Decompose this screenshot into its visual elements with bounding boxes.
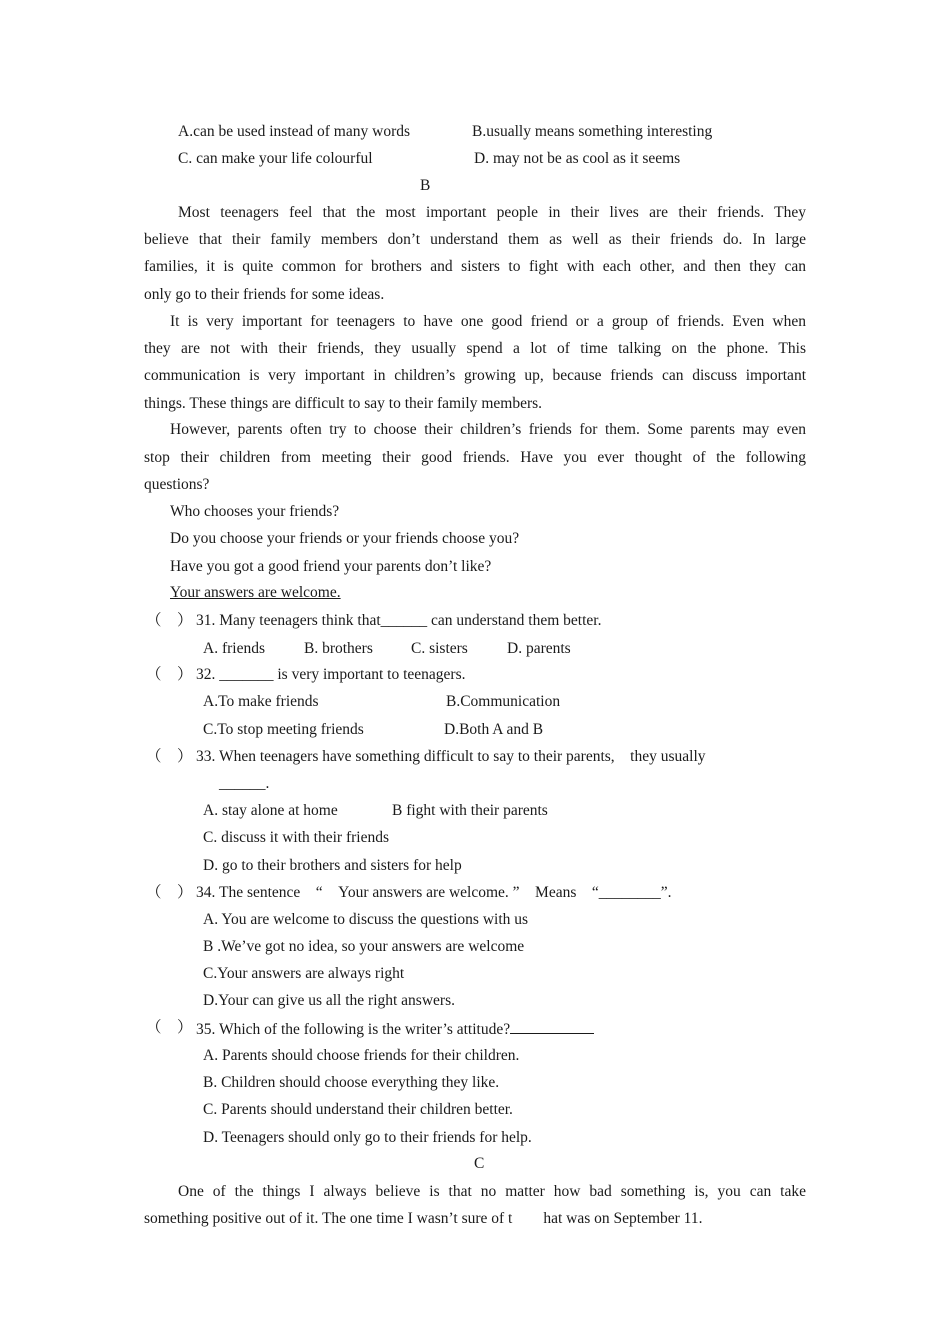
q34-option-c: C.Your answers are always right [203,965,405,982]
q33-stem: 33. When teenagers have something difficult to say to their parents, they usually [196,748,706,765]
q32-option-b: B.Communication [446,693,561,710]
answer-bracket[interactable]: （ ） [146,748,193,765]
para-line: questions? [144,476,210,493]
option-c: C. can make your life colourful [178,150,373,167]
q35-stem-line [196,1018,594,1040]
q34-option-d: D.Your can give us all the right answers. [203,992,455,1009]
option-a: A.can be used instead of many words [178,123,411,140]
q32-option-a: A.To make friends [203,693,319,710]
q34-option-a: A. You are welcome to discuss the questions with us [203,911,529,928]
q33-option-c: C. discuss it with their friends [203,829,389,846]
q32-option-c: C.To stop meeting friends [203,721,364,738]
option-d: D. may not be as cool as it seems [474,150,681,167]
para-line: However, parents often try to choose their children’s friends for them. Some parents may even [170,421,806,438]
welcome-line: Your answers are welcome. [170,584,341,601]
para-line: something positive out of it. The one time I wasn’t sure of t hat was on September 11. [144,1210,703,1227]
q31-option-a: A. friends [203,640,265,657]
q32-option-d: D.Both A and B [444,721,544,738]
q31-option-d: D. parents [507,640,571,657]
option-b: B.usually means something interesting [472,123,713,140]
para-line: things. These things are difficult to say to their family members. [144,395,543,412]
answer-blank[interactable] [510,1018,594,1034]
para-line: they are not with their friends, they usually spend a lot of time talking on the phone. This [144,340,806,357]
q31-stem: 31. Many teenagers think that______ can understand them better. [196,612,602,629]
q33-stem-continued: ______. [219,775,270,792]
para-line: Most teenagers feel that the most important people in their lives are their friends. They [178,204,806,221]
question-line: Have you got a good friend your parents don’t like? [170,558,492,575]
q35-option-a: A. Parents should choose friends for their children. [203,1047,520,1064]
para-line: only go to their friends for some ideas. [144,286,385,303]
q32-stem: 32. _______ is very important to teenagers. [196,666,466,683]
q34-option-b: B .We’ve got no idea, so your answers are welcome [203,938,525,955]
para-line: One of the things I always believe is that no matter how bad something is, you can take [178,1183,806,1200]
para-line: stop their children from meeting their good friends. Have you ever thought of the following [144,449,806,466]
q31-option-b: B. brothers [304,640,373,657]
section-c-heading: C [474,1155,485,1172]
para-line: It is very important for teenagers to have one good friend or a group of friends. Even when [170,313,806,330]
q31-option-c: C. sisters [411,640,468,657]
para-line: families, it is quite common for brothers and sisters to fight with each other, and then they can [144,258,806,275]
para-line: communication is very important in children’s growing up, because friends can discuss important [144,367,806,384]
q33-option-d: D. go to their brothers and sisters for help [203,857,462,874]
answer-bracket[interactable]: （ ） [146,612,193,629]
q34-stem: 34. The sentence “ Your answers are welcome. ” Means “________”. [196,884,672,901]
question-line: Who chooses your friends? [170,503,340,520]
answer-bracket[interactable]: （ ） [146,1019,193,1036]
q35-option-b: B. Children should choose everything they like. [203,1074,500,1091]
q35-option-d: D. Teenagers should only go to their friends for help. [203,1129,532,1146]
q35-option-c: C. Parents should understand their children better. [203,1101,513,1118]
q33-option-b: B fight with their parents [392,802,548,819]
q35-stem: 35. Which of the following is the writer’s attitude? [196,1021,511,1038]
answer-bracket[interactable]: （ ） [146,884,193,901]
answer-bracket[interactable]: （ ） [146,666,193,683]
question-line: Do you choose your friends or your friends choose you? [170,530,520,547]
q33-option-a: A. stay alone at home [203,802,338,819]
section-b-heading: B [420,177,431,194]
para-line: believe that their family members don’t understand them as well as their friends do. In large [144,231,806,248]
